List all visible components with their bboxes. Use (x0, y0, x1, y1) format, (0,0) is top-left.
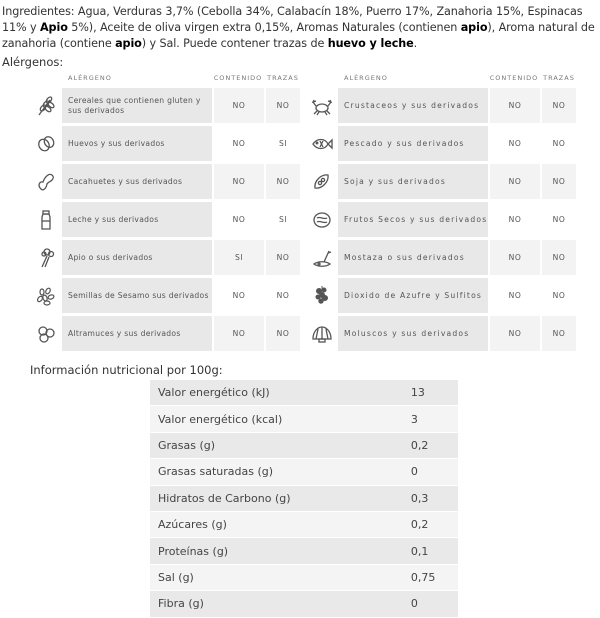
ingredient-text: 5%), Aceite de oliva virgen extra 0,15%, Aromas Naturales (contienen (67, 21, 461, 34)
ingredient-text: . (413, 37, 418, 50)
allergen-trazas-value: NO (552, 215, 566, 224)
ingredient-allergen-highlight: apio (460, 21, 488, 34)
allergen-contenido-value: NO (214, 88, 264, 123)
allergen-trazas-value: NO (542, 164, 576, 199)
allergen-contenido-value: NO (214, 164, 264, 199)
ingredient-allergen-highlight: Apio (40, 21, 68, 34)
allergen-table (28, 70, 576, 356)
milk-icon (34, 208, 58, 232)
allergen-trazas-value: NO (542, 316, 576, 351)
nutrition-table (150, 380, 458, 618)
nutrition-row (150, 538, 458, 564)
allergen-row (304, 164, 576, 199)
nutrition-label: Hidratos de Carbono (g) (150, 485, 411, 511)
egg-icon (34, 132, 58, 156)
allergen-column-right (304, 70, 576, 356)
allergen-trazas-value: SI (278, 215, 288, 224)
allergen-name: Huevos y sus derivados (62, 126, 212, 161)
nutrition-value: 3 (411, 406, 458, 432)
allergen-row (304, 126, 576, 161)
nutrition-value: 0 (411, 591, 458, 617)
ingredient-allergen-highlight: huevo y leche (327, 37, 414, 50)
allergen-row (304, 278, 576, 313)
allergen-row (28, 164, 300, 199)
nutrition-label: Valor energético (kJ) (150, 380, 411, 406)
allergen-row (28, 240, 300, 275)
allergen-contenido-value: NO (214, 316, 264, 351)
nutrition-row (150, 406, 458, 432)
mollusc-icon (310, 322, 334, 346)
nut-icon (310, 208, 334, 232)
header-contenido: CONTENIDO (489, 74, 539, 82)
nutrition-row (150, 432, 458, 458)
allergen-contenido-value: NO (508, 291, 522, 300)
allergen-row (28, 316, 300, 351)
allergen-trazas-value: NO (276, 291, 290, 300)
allergen-row (28, 126, 300, 161)
allergen-name: Altramuces y sus derivados (62, 316, 212, 351)
crab-icon (310, 94, 334, 118)
allergen-trazas-value: SI (278, 139, 288, 148)
mustard-icon (310, 246, 334, 270)
allergen-header (28, 70, 300, 88)
nutrition-label: Sal (g) (150, 564, 411, 590)
allergen-row (304, 202, 576, 237)
allergen-trazas-value: NO (266, 164, 300, 199)
allergen-name: Dioxido de Azufre y Sulfitos (338, 278, 488, 313)
celery-icon (34, 246, 58, 270)
allergen-contenido-value: NO (508, 139, 522, 148)
allergen-row (28, 278, 300, 313)
nutrition-value: 13 (411, 380, 458, 406)
allergen-trazas-value: NO (266, 88, 300, 123)
sesame-icon (34, 284, 58, 308)
allergen-trazas-value: NO (552, 139, 566, 148)
header-trazas: TRAZAS (267, 74, 299, 82)
allergen-row (28, 88, 300, 123)
allergen-name: Crustaceos y sus derivados (338, 88, 488, 123)
nutrition-label: Grasas saturadas (g) (150, 459, 411, 485)
header-allergen: ALÉRGENO (344, 74, 388, 82)
allergen-contenido-value: NO (232, 139, 246, 148)
nutrition-label: Proteínas (g) (150, 538, 411, 564)
allergen-header (304, 70, 576, 88)
nutrition-value: 0 (411, 459, 458, 485)
nutrition-label: Azúcares (g) (150, 511, 411, 537)
header-contenido: CONTENIDO (213, 74, 263, 82)
nutrition-title: Información nutricional por 100g: (30, 363, 223, 377)
sulphite-icon (310, 284, 334, 308)
allergen-name: Soja y sus derivados (338, 164, 488, 199)
allergen-trazas-value: NO (266, 240, 300, 275)
nutrition-row (150, 380, 458, 406)
allergen-contenido-value: NO (490, 240, 540, 275)
wheat-icon (34, 94, 58, 118)
nutrition-row (150, 485, 458, 511)
allergen-trazas-value: NO (552, 291, 566, 300)
lupin-icon (34, 322, 58, 346)
allergen-column-left (28, 70, 300, 356)
ingredient-text: ) y Sal. Puede contener trazas de (141, 37, 328, 50)
nutrition-value: 0,2 (411, 511, 458, 537)
ingredient-text: ), Aroma natural de zanahoria (contiene (2, 21, 595, 50)
allergen-name: Cereales que contienen gluten y sus derivados (62, 88, 212, 123)
allergen-name: Pescado y sus derivados (338, 126, 488, 161)
allergen-row (304, 88, 576, 123)
soy-icon (310, 170, 334, 194)
allergen-contenido-value: NO (490, 88, 540, 123)
fish-icon (310, 132, 334, 156)
nutrition-value: 0,1 (411, 538, 458, 564)
nutrition-label: Fibra (g) (150, 591, 411, 617)
nutrition-row (150, 591, 458, 617)
header-trazas: TRAZAS (543, 74, 575, 82)
header-allergen: ALÉRGENO (68, 74, 112, 82)
ingredients-text (2, 4, 598, 52)
allergen-name: Semillas de Sesamo sus derivados (62, 278, 212, 313)
ingredient-text: Ingredientes: Agua, Verduras 3,7% (Cebolla 34%, Calabacín 18%, Puerro 17%, Zanahoria 15%, Espinacas 11% y (2, 5, 583, 34)
allergen-row (28, 202, 300, 237)
allergen-name: Mostaza o sus derivados (338, 240, 488, 275)
allergen-trazas-value: NO (542, 240, 576, 275)
nutrition-value: 0,3 (411, 485, 458, 511)
allergen-contenido-value: NO (490, 164, 540, 199)
allergen-trazas-value: NO (542, 88, 576, 123)
nutrition-row (150, 459, 458, 485)
nutrition-label: Grasas (g) (150, 432, 411, 458)
allergen-name: Moluscos y sus derivados (338, 316, 488, 351)
nutrition-label: Valor energético (kcal) (150, 406, 411, 432)
nutrition-value: 0,75 (411, 564, 458, 590)
allergen-contenido-value: SI (214, 240, 264, 275)
peanut-icon (34, 170, 58, 194)
allergen-name: Cacahuetes y sus derivados (62, 164, 212, 199)
nutrition-value: 0,2 (411, 432, 458, 458)
allergen-contenido-value: NO (508, 215, 522, 224)
allergen-row (304, 240, 576, 275)
allergen-trazas-value: NO (266, 316, 300, 351)
allergen-name: Leche y sus derivados (62, 202, 212, 237)
nutrition-row (150, 511, 458, 537)
allergen-contenido-value: NO (232, 291, 246, 300)
allergen-row (304, 316, 576, 351)
allergen-name: Apio o sus derivados (62, 240, 212, 275)
allergen-contenido-value: NO (232, 215, 246, 224)
allergen-name: Frutos Secos y sus derivados (338, 202, 488, 237)
nutrition-row (150, 564, 458, 590)
allergens-title: Alérgenos: (2, 55, 64, 69)
allergen-contenido-value: NO (490, 316, 540, 351)
ingredient-allergen-highlight: apio (115, 37, 142, 50)
